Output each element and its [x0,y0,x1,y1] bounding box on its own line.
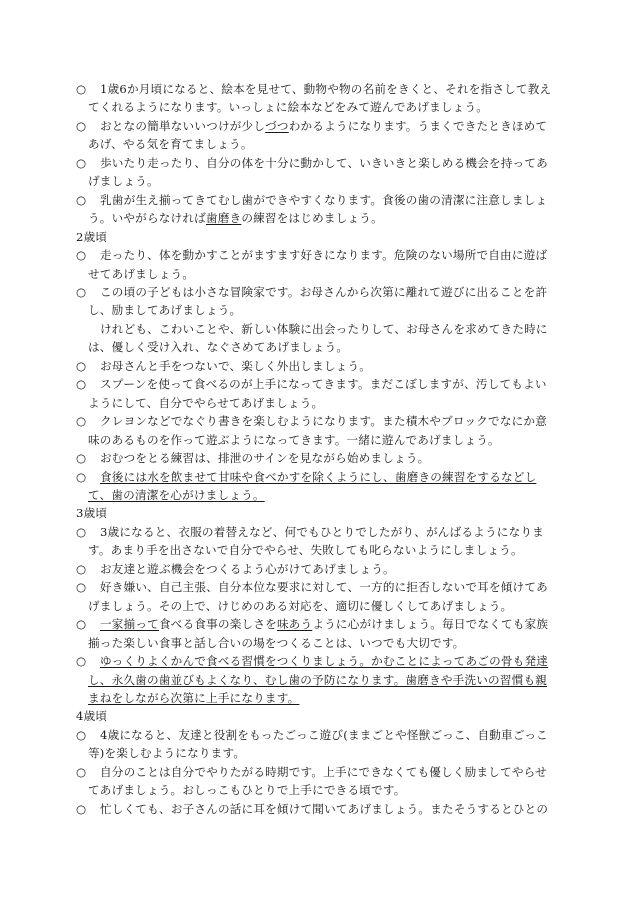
item-text [88,375,554,412]
underlined-text: 歯磨き [205,211,242,226]
text-run: わかるようになります。うまくできたときほめてあげ、やる気を育てましょう。 [88,118,548,152]
text-run: お母さんと手をつないで、楽しく外出しましょう。 [100,358,372,373]
bullet-circle-icon: ○ [76,561,87,576]
text-run: ように心がけましょう。毎日でなくても家族揃った楽しい食事と話し合いの場をつくることは、いつでも大切です。 [88,617,549,650]
paragraph [76,320,554,357]
item-text [88,320,554,357]
item-text [88,652,554,707]
bullet-circle-icon: ○ [76,727,87,742]
text-run: クレヨンなどでなぐり書きを楽しむようになります。また積木やブロックでなにか意味のあるものを作って遊ぶようになってきます。一緒に遊んであげましょう。 [88,414,548,447]
section-heading: 4歳頃 [76,709,108,724]
section-heading: 2歳頃 [76,229,108,244]
bullet-circle-icon: ○ [76,118,87,133]
item-text [88,80,554,117]
list-item [76,560,554,578]
list-item [76,449,554,467]
list-item [76,578,554,615]
list-item [76,412,554,449]
bullet-circle-icon: ○ [76,451,87,466]
underlined-text: ゆっくりよくかんで食べる習慣をつくりましょう。かむことによってあごの骨も発達し、永久歯の歯並びもよくなり、むし歯の予防になります。歯磨きや手洗いの習慣も親まねをしながら次第に上手になります。 [88,654,549,705]
item-text [88,191,554,228]
text-run: 乳歯が生え揃ってきてむし歯ができやすくなります。食後の歯の清潔に注意しましょう。いやがらなければ [88,192,548,226]
bullet-circle-icon: ○ [76,155,87,170]
item-text [88,615,554,652]
text-run: けれども、こわいことや、新しい体験に出会ったりして、お母さんを求めてきた時には、優しく受け入れ、なぐさめてあげましょう。 [88,321,548,355]
underlined-text: 一家揃って [100,617,159,632]
item-text [88,726,554,763]
text-run: おむつをとる練習は、排泄のサインを見ながら始めましょう。 [100,451,430,466]
item-text [88,449,554,467]
underlined-text: づつ [265,118,289,133]
section-heading: 3歳頃 [76,506,108,521]
text-run: この頃の子どもは小さな冒険家です。お母さんから次第に離れて遊びに出ることを許し、励ましてあげましょう。 [88,284,548,318]
list-item [76,615,554,652]
text-run: 好き嫌い、自己主張、自分本位な要求に対して、一方的に拒否しないで耳を傾けてあげましょう。その上で、けじめのある対応を、適切に優しくしてあげましょう。 [88,580,548,613]
list-item [76,154,554,191]
list-item [76,763,554,800]
bullet-circle-icon: ○ [76,284,87,299]
list-item [76,246,554,283]
underlined-text: 食後には水を飲ませて甘味や食べかすを除くようにし、歯磨きの練習をするなどして、歯の清潔を心がけましょう。 [88,469,537,502]
bullet-circle-icon: ○ [76,248,87,263]
bullet-circle-icon: ○ [76,358,87,373]
text-run: 食べる食事の楽しさを [158,617,277,632]
bullet-circle-icon: ○ [76,524,87,539]
list-item [76,283,554,320]
item-text [88,763,554,800]
list-item [76,523,554,560]
bullet-circle-icon: ○ [76,377,87,392]
bullet-circle-icon: ○ [76,801,87,816]
section [76,228,554,505]
list-item [76,80,554,117]
bullet-circle-icon: ○ [76,580,87,595]
bullet-circle-icon: ○ [76,192,87,207]
text-run: の練習をはじめましょう。 [241,211,383,226]
item-text [88,412,554,449]
text-run: 自分のことは自分でやりたがる時期です。上手にできなくても優しく励ましてやらせてあげましょう。おしっこもひとりで上手にできる頃です。 [88,764,547,798]
bullet-circle-icon: ○ [76,82,87,96]
list-item [76,468,554,505]
text-run: 忙しくても、お子さんの話に耳を傾けて聞いてあげましょう。またそうするとひとの [100,801,549,816]
text-run: 3歳になると、衣服の着替えなど、何でもひとりでしたがり、がんばるようになります。あまり手を出さないで自分でやらせ、失敗しても叱らないようにしましょう。 [88,524,544,558]
bullet-circle-icon: ○ [76,764,87,779]
text-run: 4歳になると、友達と役割をもったごっこ遊び(ままごとや怪獣ごっこ、自動車ごっこ等)を楽しむようになります。 [88,727,548,761]
item-text [88,578,554,615]
bullet-circle-icon: ○ [76,654,87,669]
item-text [88,283,554,320]
section [76,504,554,707]
text-run: おとなの簡単ないいつけが少し [100,118,266,133]
text-run: 歩いたり走ったり、自分の体を十分に動かして、いきいきと楽しめる機会を持ってあげましょう。 [88,155,548,189]
text-run: スプーンを使って食べるのが上手になってきます。まだこぼしますが、汚してもよいようにして、自分でやらせてあげましょう。 [88,377,547,410]
bullet-circle-icon: ○ [76,414,87,429]
document-page [76,80,554,818]
list-item [76,375,554,412]
item-text [88,154,554,191]
item-text [88,523,554,560]
list-item [76,191,554,228]
underlined-text: 味あう [276,617,313,632]
bullet-circle-icon: ○ [76,469,87,484]
section [76,707,554,818]
bullet-circle-icon: ○ [76,617,87,632]
item-text [88,468,554,505]
list-item [76,800,554,818]
section [76,80,554,228]
item-text [88,117,554,154]
item-text [88,560,554,578]
item-text [88,246,554,283]
list-item [76,726,554,763]
list-item [76,117,554,154]
text-run: 1歳6か月頃になると、絵本を見せて、動物や物の名前をきくと、それを指さして教えてくれるようになります。いっしょに絵本などをみて遊んであげましょう。 [88,82,552,115]
list-item [76,652,554,707]
list-item [76,357,554,375]
text-run: お友達と遊ぶ機会をつくるよう心がけてあげましょう。 [100,561,395,576]
item-text [88,357,554,375]
item-text [88,800,554,818]
text-run: 走ったり、体を動かすことがますます好きになります。危険のない場所で自由に遊ばせてあげましょう。 [88,248,548,281]
